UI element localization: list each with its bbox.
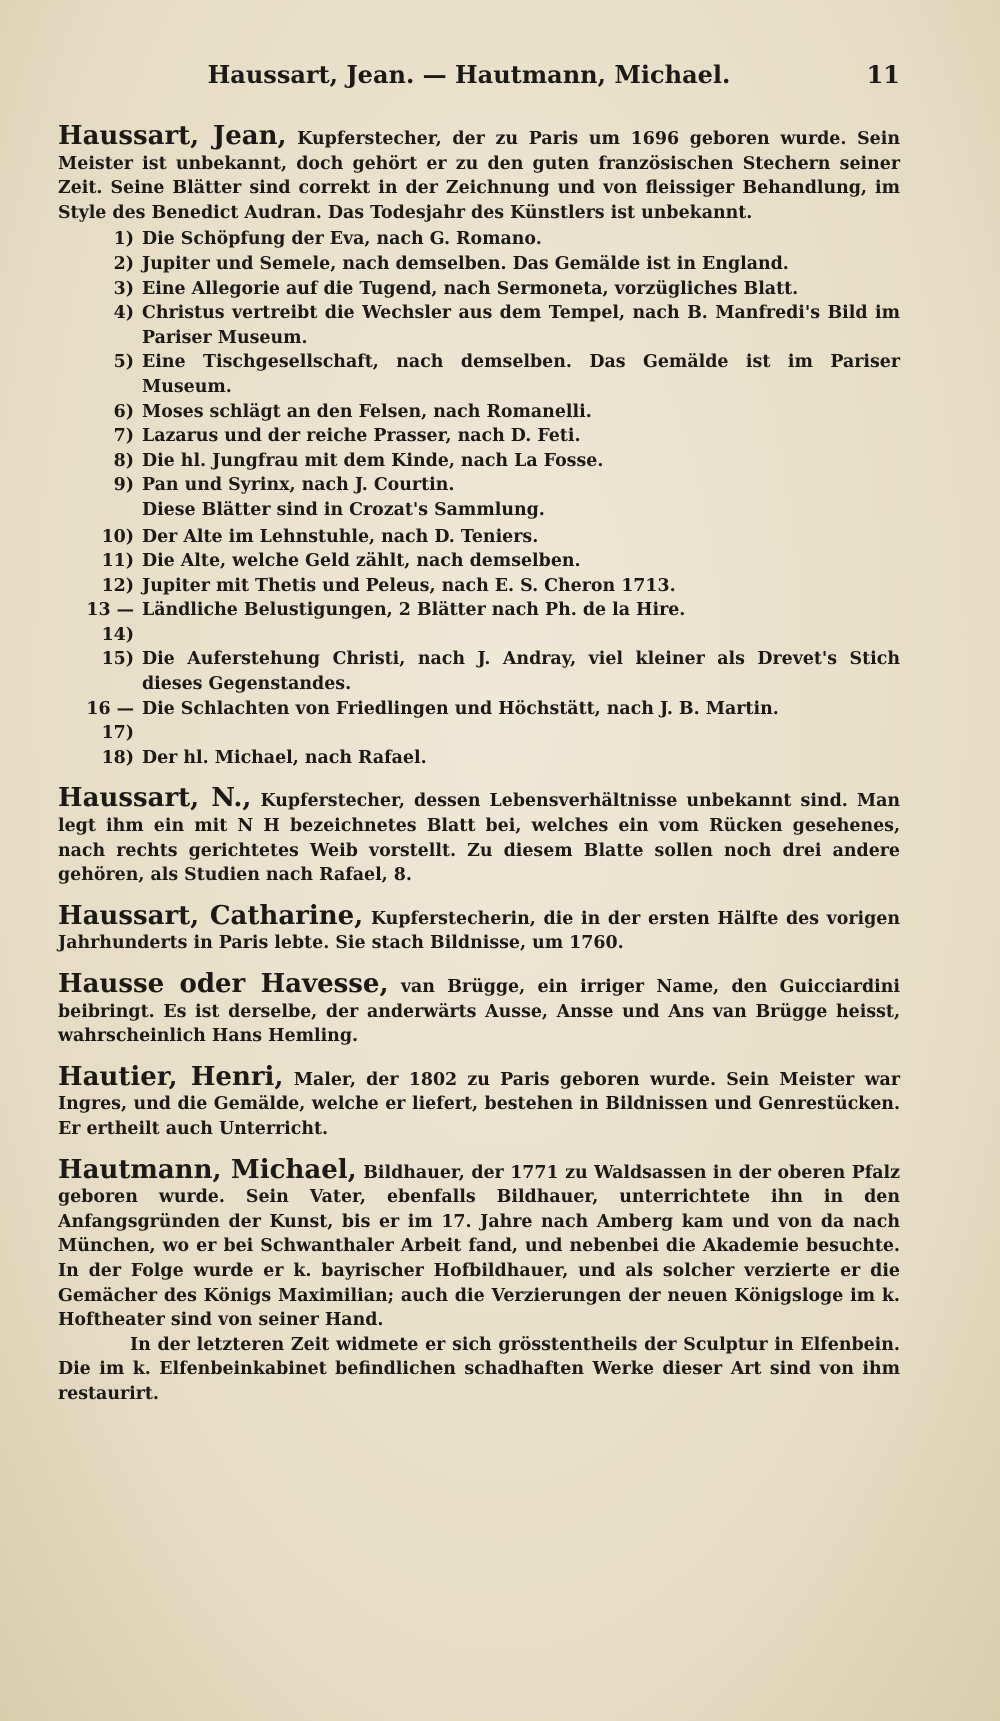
page-number: 11 (866, 60, 900, 89)
running-title: Haussart, Jean. — Hautmann, Michael. (207, 60, 731, 89)
works-list-2 (58, 525, 900, 771)
headword: Hautmann, Michael, (58, 1154, 357, 1185)
item-text: Moses schlägt an den Felsen, nach Romanelli. (142, 401, 592, 422)
list-item (58, 473, 900, 498)
entry-text: Kupferstecher, der zu Paris um 1696 geboren wurde. Sein Meister ist unbekannt, doch gehört er zu den guten französischen Stechern seiner Zeit. Seine Blätter sind correkt in der Zeichnung und von fleissiger Behandlung, im Style des Benedict Audran. Das Todesjahr des Künstlers ist unbekannt. (58, 129, 900, 223)
entry-hausse (58, 969, 900, 1049)
item-text: Der Alte im Lehnstuhle, nach D. Teniers. (142, 526, 539, 547)
works-list (58, 227, 900, 498)
item-text: Der hl. Michael, nach Rafael. (142, 747, 427, 768)
list-item (58, 400, 900, 425)
item-number: 7) (113, 426, 134, 447)
item-text: Jupiter mit Thetis und Peleus, nach E. S. Cheron 1713. (142, 575, 676, 596)
item-text: Die Alte, welche Geld zählt, nach demselben. (142, 551, 581, 572)
entry-haussart-catharine (58, 900, 901, 956)
item-number: 16 — 17) (86, 698, 134, 744)
list-item (58, 227, 900, 252)
list-item (58, 449, 900, 474)
item-number: 11) (101, 551, 134, 572)
entry-hautier (58, 1061, 900, 1142)
running-head (58, 60, 900, 104)
headword: Haussart, Jean, (58, 121, 287, 151)
headword: Haussart, Catharine, (58, 900, 364, 931)
item-number: 9) (113, 475, 134, 496)
item-text: Die Schöpfung der Eva, nach G. Romano. (142, 229, 542, 250)
item-text: Ländliche Belustigungen, 2 Blätter nach Ph. de la Hire. (142, 600, 686, 621)
entry-hautmann (58, 1154, 900, 1407)
item-number: 6) (113, 401, 134, 422)
item-number: 12) (101, 575, 134, 596)
item-text: Die Schlachten von Friedlingen und Höchstätt, nach J. B. Martin. (142, 698, 779, 719)
list-item (58, 574, 900, 599)
list-item (58, 277, 900, 302)
headword: Hausse oder Havesse, (58, 969, 389, 999)
list-item (58, 525, 900, 550)
item-number: 8) (113, 450, 134, 471)
item-text: Eine Tischgesellschaft, nach demselben. Das Gemälde ist im Pariser Museum. (142, 352, 900, 397)
list-item (58, 301, 900, 350)
list-item (58, 598, 900, 647)
item-text: Pan und Syrinx, nach J. Courtin. (142, 475, 455, 496)
item-number: 4) (113, 303, 134, 324)
item-number: 1) (113, 229, 134, 250)
list-item (58, 647, 900, 696)
list-item (58, 697, 900, 746)
item-number: 18) (101, 747, 134, 768)
item-number: 13 — 14) (86, 600, 134, 645)
item-text: Christus vertreibt die Wechsler aus dem Tempel, nach B. Manfredi's Bild im Pariser Museum. (142, 303, 900, 348)
list-item (58, 549, 900, 574)
list-item (58, 350, 900, 399)
list-item (58, 746, 900, 771)
list-item (58, 252, 900, 277)
entry-haussart-jean (58, 121, 900, 770)
entry-text: Bildhauer, der 1771 zu Waldsassen in der oberen Pfalz geboren wurde. Sein Vater, ebenfalls Bildhauer, unterrichtete ihn in den Anfangsgründen der Kunst, bis er im 17. Jahre nach Amberg kam und von da nach München, wo er bei Schwanthaler Arbeit fand, und nebenbei die Akademie besuchte. In der Folge wurde er k. bayrischer Hofbildhauer, und als solcher verzierte er die Gemächer des Königs Maximilian; auch die Verzierungen der neuen Königsloge im k. Hoftheater sind von seiner Hand. (58, 1162, 900, 1331)
item-text: Eine Allegorie auf die Tugend, nach Sermoneta, vorzügliches Blatt. (142, 278, 799, 299)
headword: Haussart, N., (58, 783, 252, 814)
entry-text: Kupferstecherin, die in der ersten Hälfte des vorigen Jahrhunderts in Paris lebte. Sie stach Bildnisse, um 1760. (58, 908, 901, 954)
headword: Hautier, Henri, (58, 1061, 284, 1092)
entry-text-2: In der letzteren Zeit widmete er sich grösstentheils der Sculptur in Elfenbein. Die im k. Elfenbeinkabinet befindlichen schadhaften Werke dieser Art sind von ihm restaurirt. (58, 1334, 900, 1404)
entry-text: van Brügge, ein irriger Name, den Guicciardini beibringt. Es ist derselbe, der anderwärts Ausse, Ansse und Ans van Brügge heisst, wahrscheinlich Hans Hemling. (58, 977, 900, 1047)
entry-haussart-n (58, 783, 900, 887)
item-text: Jupiter und Semele, nach demselben. Das Gemälde ist in England. (142, 253, 789, 274)
item-text: Die Auferstehung Christi, nach J. Andray, viel kleiner als Drevet's Stich dieses Gegenstandes. (142, 649, 900, 695)
item-number: 3) (113, 278, 134, 299)
item-text: Die hl. Jungfrau mit dem Kinde, nach La Fosse. (142, 450, 604, 471)
list-item (58, 424, 900, 449)
item-number: 5) (113, 352, 134, 373)
item-text: Lazarus und der reiche Prasser, nach D. Feti. (142, 426, 581, 447)
entry-text: Maler, der 1802 zu Paris geboren wurde. Sein Meister war Ingres, und die Gemälde, welche er liefert, bestehen in Bildnissen und Genrestücken. Er ertheilt auch Unterricht. (58, 1069, 900, 1139)
item-number: 10) (101, 526, 134, 547)
works-note: Diese Blätter sind in Crozat's Sammlung. (142, 499, 545, 520)
item-number: 2) (113, 253, 134, 274)
item-number: 15) (101, 649, 134, 670)
entry-text: Kupferstecher, dessen Lebensverhältnisse unbekannt sind. Man legt ihm ein mit N H bezeichnetes Blatt bei, welches ein vom Rücken gesehenes, nach rechts gerichtetes Weib vorstellt. Zu diesem Blatte sollen noch drei andere gehören, als Studien nach Rafael, 8. (58, 791, 900, 886)
